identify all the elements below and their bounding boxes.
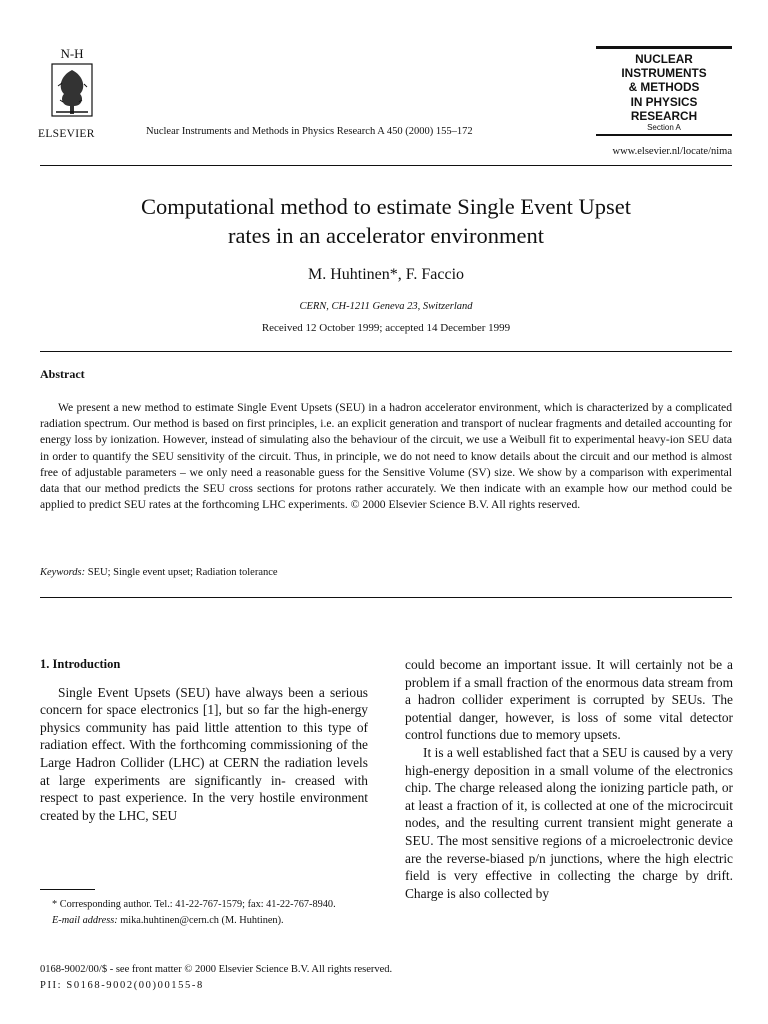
paragraph: It is a well established fact that a SEU is caused by a very high-energy deposition in a small volume of the electronics chip. The charge released along the ionizing particle path, or at least a fraction of it, is collected at one of the microcircuit nodes, and the resulting current transient might generate a SEU. The most sensitive regions of a microelectronic device are the reverse-biased p/n junctions, where the high electric field is very effective in collecting the charge by drift. Charge is also collected by [405,744,733,901]
email-label: E-mail address: [52,914,118,926]
abstract-bottom-rule [40,597,732,598]
abstract-top-rule [40,351,732,352]
box-top-rule [596,46,732,49]
title-line: Computational method to estimate Single Event Upset [141,194,631,219]
journal-title [596,52,732,123]
abstract-text: We present a new method to estimate Single Event Upsets (SEU) in a hadron accelerator environment, which is characterized by a complicated radiation spectrum. Our method is based on first principles, i.e. an explicit generation and transport of nuclear fragments and detailed accounting for energy loss by ionization. However, instead of simulating also the behaviour of the circuit, we use a Weibull fit to experimental heavy-ion SEU data in order to quantify the SEU sensitivity of the circuit. Thus, in principle, we do not need to know details about the circuit and our method is almost free of adjustable parameters – we only need a reasonable guess for the Sensitive Volume (SV) size. We show by a comparison with experimental data that our method predicts the SEU cross sections for protons rather accurately. We then indicate with an example how our method could be applied to predict SEU rates at the forthcoming LHC experiments. © 2000 Elsevier Science B.V. All rights reserved. [40,401,732,512]
left-column [40,656,368,824]
journal-title-line: IN PHYSICS [630,94,698,109]
section-heading: 1. Introduction [40,657,121,671]
journal-title-box [596,46,732,136]
affiliation: CERN, CH-1211 Geneva 23, Switzerland [299,301,473,312]
received-dates: Received 12 October 1999; accepted 14 December 1999 [261,322,511,334]
keywords [40,567,278,578]
footnote-rule [40,889,95,890]
right-column [405,656,733,902]
journal-title-line: INSTRUMENTS [621,66,707,81]
elsevier-wordmark: ELSEVIER [38,128,95,140]
journal-reference: Nuclear Instruments and Methods in Physics Research A 450 (2000) 155–172 [146,126,473,137]
journal-url[interactable]: www.elsevier.nl/locate/nima [612,146,732,157]
keywords-list: SEU; Single event upset; Radiation tolerance [87,567,278,578]
authors: M. Huhtinen*, F. Faccio [307,266,465,283]
abstract-heading: Abstract [40,367,85,381]
journal-title-line: NUCLEAR [635,52,693,66]
journal-title-line: & METHODS [628,80,700,95]
footnote [40,897,368,928]
paragraph: could become an important issue. It will certainly not be a problem if a small fraction of the enormous data stream from a hadron collider experiment is corrupted by SEUs. The potential danger, however, is loss of some vital detector control functions due to memory upsets. [405,657,733,743]
paragraph: Single Event Upsets (SEU) have always been a serious concern for space electronics [1], but so far the high-energy physics community has paid little attention to this type of radiation effect. With the forthcoming commissioning of the Large Hadron Collider (LHC) at CERN the radiation levels at large experiments are significantly in- creased with respect to past experience. In the very hostile environment created by the LHC, SEU [40,684,368,823]
corresponding-author-note: * Corresponding author. Tel.: 41-22-767-1579; fax: 41-22-767-8940. [52,899,336,910]
article-title [40,192,732,250]
journal-title-line: RESEARCH [630,108,698,123]
title-line: rates in an accelerator environment [227,223,545,248]
email-line [40,913,368,929]
journal-section: Section A [647,123,681,133]
front-matter [40,962,392,993]
email-address[interactable]: mika.huhtinen@cern.ch (M. Huhtinen). [120,914,284,926]
elsevier-tree-icon [40,46,104,126]
pii-line: PII: S0168-9002(00)00155-8 [40,979,204,991]
header-divider [40,165,732,166]
elsevier-logo [38,46,104,140]
copyright-line: 0168-9002/00/$ - see front matter © 2000 Elsevier Science B.V. All rights reserved. [40,964,393,975]
box-bottom-rule [596,134,732,136]
keywords-label: Keywords: [40,567,86,578]
svg-text:N-H: N-H [60,46,84,61]
